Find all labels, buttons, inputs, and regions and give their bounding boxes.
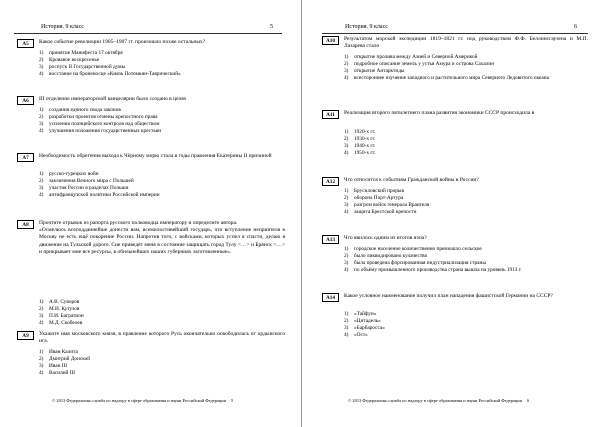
answer-option[interactable]: 3) Иван III xyxy=(39,362,68,369)
question-text xyxy=(39,220,285,256)
answer-option[interactable]: 3) была проведена форсированная индустриализация страны xyxy=(344,259,486,266)
answer-option[interactable]: 4) защита Брестской крепости xyxy=(344,208,417,215)
answer-options xyxy=(39,171,160,199)
answer-option[interactable]: 4) всестороннее изучение западного и растительного мира Северного Ледовитого океана xyxy=(344,74,549,81)
footer-copyright: © 2013 Федеральная служба по надзору в сфере образования и науки Российской Федерации xyxy=(52,398,226,403)
question-id-badge: A10 xyxy=(322,36,339,45)
answer-option[interactable]: 2) оборона Порт-Артура xyxy=(344,194,404,201)
question-quote: «Осмелюсь всеподданнейше донести вам, всемилостивейший государь, что вступление неприятеля в Москву не есть ещё покорение России. Напротив того, с войсками, которых успел я спасти, делаю я движение на Тульской дороге. Сие приведёт меня в состояние защищать город Тулу <…> и Брянск <…> и прикрывает мне все ресурсы, в обильнейших наших губерниях заготовленные». xyxy=(39,227,285,255)
answer-option[interactable]: 4) улучшения положения государственных крестьян xyxy=(39,127,162,134)
answer-option[interactable]: 1) принятие Манифеста 17 октября xyxy=(39,50,123,56)
question-a8 xyxy=(17,220,285,330)
answer-options xyxy=(39,349,90,377)
question-a14 xyxy=(322,293,588,353)
question-text: Необходимость обретения выхода к Чёрному морю стала в годы правления Екатерины II причиной xyxy=(39,153,272,159)
answer-options xyxy=(344,54,574,82)
answer-option[interactable]: 3) роспуск II Государственной думы xyxy=(39,63,126,70)
answer-option[interactable]: 4) по объёму промышленного производства страна вышла на уровень 1913 г. xyxy=(344,266,522,273)
question-a6 xyxy=(17,96,285,146)
answer-option[interactable]: 4) 1950-х гг. xyxy=(344,149,376,156)
answer-option[interactable]: 2) было ликвидировано кулачество xyxy=(344,252,428,259)
question-text: Какое событие революции 1905–1907 гг. произошло позже остальных? xyxy=(39,39,206,45)
question-text: III отделение императорской канцелярии было создано в целях xyxy=(39,96,187,102)
left-header-rule xyxy=(14,33,282,34)
answer-options xyxy=(344,188,429,216)
question-text: Какое условное наименование получил план нападения фашистской Германии на СССР? xyxy=(344,293,553,299)
answer-option[interactable]: 1) «Тайфун» xyxy=(344,311,377,317)
right-page-number: 6 xyxy=(574,24,577,30)
answer-options xyxy=(344,246,522,274)
answer-options xyxy=(344,311,385,339)
question-id-badge: A8 xyxy=(17,220,34,229)
question-text: Укажите имя московского князя, в правление которого Русь окончательно освободилась от ордынского ига. xyxy=(39,331,285,345)
answer-option[interactable]: 3) разгром войск генерала Врангеля xyxy=(344,201,430,208)
answer-option[interactable]: 2) подробное описание земель у устья Амура и острова Сахалин xyxy=(344,60,495,67)
answer-option[interactable]: 1) Брусиловский прорыв xyxy=(344,188,404,194)
answer-option[interactable]: 3) усиления полицейского контроля над обществом xyxy=(39,120,160,127)
question-a7 xyxy=(17,153,285,211)
answer-option[interactable]: 4) Василий III xyxy=(39,369,75,376)
answer-option[interactable]: 2) заключения Вечного мира с Польшей xyxy=(39,177,134,184)
footer-page-number: 5 xyxy=(230,398,234,403)
answer-options xyxy=(39,107,161,135)
question-id-badge: A5 xyxy=(17,39,34,48)
question-id-badge: A7 xyxy=(17,153,34,162)
right-header-rule xyxy=(322,33,588,34)
left-footer xyxy=(52,398,233,403)
answer-options xyxy=(39,299,84,327)
answer-option[interactable]: 2) 1930-х гг. xyxy=(344,135,376,142)
answer-option[interactable]: 1) русско-турецких войн xyxy=(39,171,99,177)
question-text: Реализация второго пятилетнего плана развития экономики СССР происходила в xyxy=(344,110,535,116)
question-prompt: Прочтите отрывок из рапорта русского полководца императору и определите автора. xyxy=(39,220,238,226)
footer-copyright: © 2013 Федеральная служба по надзору в сфере образования и науки Российской Федерации xyxy=(348,398,522,403)
answer-option[interactable]: 1) 1920-х гг. xyxy=(344,129,376,135)
question-a13 xyxy=(322,235,588,287)
right-page xyxy=(302,0,604,427)
question-text: Что относится к событиям Гражданской войны в России? xyxy=(344,177,479,183)
question-id-badge: A6 xyxy=(17,96,34,105)
question-id-badge: A9 xyxy=(17,331,34,340)
right-footer xyxy=(348,398,529,403)
answer-option[interactable]: 3) открытие Антарктиды xyxy=(344,67,405,74)
question-a10 xyxy=(322,36,588,104)
answer-option[interactable]: 1) открытие пролива между Азией и Северной Америкой xyxy=(344,54,478,60)
answer-option[interactable]: 4) М.Д. Скобелев xyxy=(39,319,83,326)
question-a5 xyxy=(17,39,285,89)
question-id-badge: A14 xyxy=(322,293,339,302)
right-header-title: История. 9 класс xyxy=(345,24,388,30)
left-page-number: 5 xyxy=(270,24,273,30)
footer-page-number: 6 xyxy=(526,398,530,403)
answer-option[interactable]: 3) участия России в разделах Польши xyxy=(39,184,129,191)
answer-option[interactable]: 1) А.В. Суворов xyxy=(39,299,80,305)
answer-option[interactable]: 1) создания единого свода законов xyxy=(39,107,121,113)
answer-option[interactable]: 2) Кровавое воскресенье xyxy=(39,56,100,63)
question-a9 xyxy=(17,331,285,389)
answer-options xyxy=(39,50,181,78)
question-text: Результатом морской экспедиции 1819–1821 гг. под руководством Ф.Ф. Беллинсгаузена и М.П. Лазарева стало xyxy=(344,36,588,50)
answer-option[interactable]: 4) антифранцузской политики Российской империи xyxy=(39,191,160,198)
question-id-badge: A13 xyxy=(322,235,339,244)
question-a11 xyxy=(322,110,588,170)
answer-option[interactable]: 1) Иван Калита xyxy=(39,349,78,355)
answer-option[interactable]: 2) М.И. Кутузов xyxy=(39,305,80,312)
answer-option[interactable]: 3) П.И. Багратион xyxy=(39,312,84,319)
question-text: Что явилось одним из итогов нэпа? xyxy=(344,235,427,241)
answer-option[interactable]: 3) 1940-х гг. xyxy=(344,142,376,149)
question-id-badge: A11 xyxy=(322,110,339,119)
question-id-badge: A12 xyxy=(322,177,339,186)
answer-option[interactable]: 3) «Барбаросса» xyxy=(344,324,385,331)
question-a12 xyxy=(322,177,588,229)
answer-option[interactable]: 4) восстание на броненосце «Князь Потемкин-Таврический» xyxy=(39,70,181,77)
answer-options xyxy=(344,129,375,157)
answer-option[interactable]: 4) «Ост» xyxy=(344,331,368,338)
answer-option[interactable]: 2) Дмитрий Донской xyxy=(39,355,91,362)
answer-option[interactable]: 2) разработки проектов отмены крепостного права xyxy=(39,113,158,120)
answer-option[interactable]: 2) «Цитадель» xyxy=(344,317,381,324)
answer-option[interactable]: 1) городское население количественно превзошло сельское xyxy=(344,246,482,252)
left-header-title: История. 9 класс xyxy=(41,24,84,30)
